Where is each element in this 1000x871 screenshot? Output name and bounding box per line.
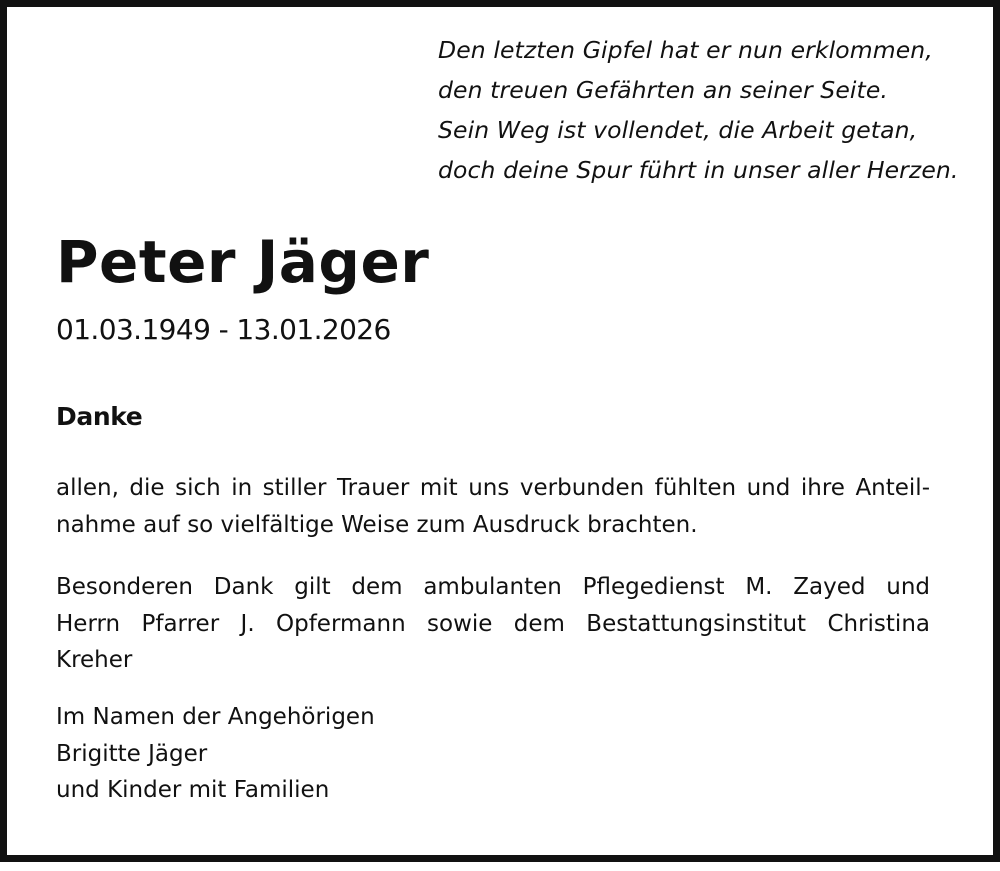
signoff-line: Brigitte Jäger — [56, 740, 208, 767]
thanks-heading: Danke — [56, 402, 143, 431]
poem-line: doch deine Spur führt in unser aller Herzen. — [438, 156, 959, 184]
deceased-name: Peter Jäger — [56, 228, 430, 296]
thanks-paragraph-line: allen, die sich in stiller Trauer mit uns verbunden fühlten und ihre Anteil- — [56, 475, 930, 501]
family-signoff — [56, 699, 375, 809]
thanks-paragraph — [56, 470, 930, 543]
life-dates: 01.03.1949 - 13.01.2026 — [56, 313, 391, 346]
memorial-poem — [438, 30, 978, 190]
special-thanks-line: Besonderen Dank gilt dem ambulanten Pflegedienst M. Zayed und — [56, 574, 930, 600]
poem-line: den treuen Gefährten an seiner Seite. — [438, 76, 888, 104]
signoff-line: Im Namen der Angehörigen — [56, 704, 375, 730]
signoff-line: und Kinder mit Familien — [56, 777, 330, 803]
special-thanks-line: Kreher — [56, 647, 133, 673]
poem-line: Den letzten Gipfel hat er nun erklommen, — [438, 36, 933, 64]
thanks-paragraph-line: nahme auf so vielfältige Weise zum Ausdruck brachten. — [56, 511, 698, 538]
special-thanks-line: Herrn Pfarrer J. Opfermann sowie dem Bestattungsinstitut Christina — [56, 610, 930, 637]
poem-line: Sein Weg ist vollendet, die Arbeit getan, — [438, 116, 918, 144]
special-thanks-paragraph — [56, 569, 930, 679]
